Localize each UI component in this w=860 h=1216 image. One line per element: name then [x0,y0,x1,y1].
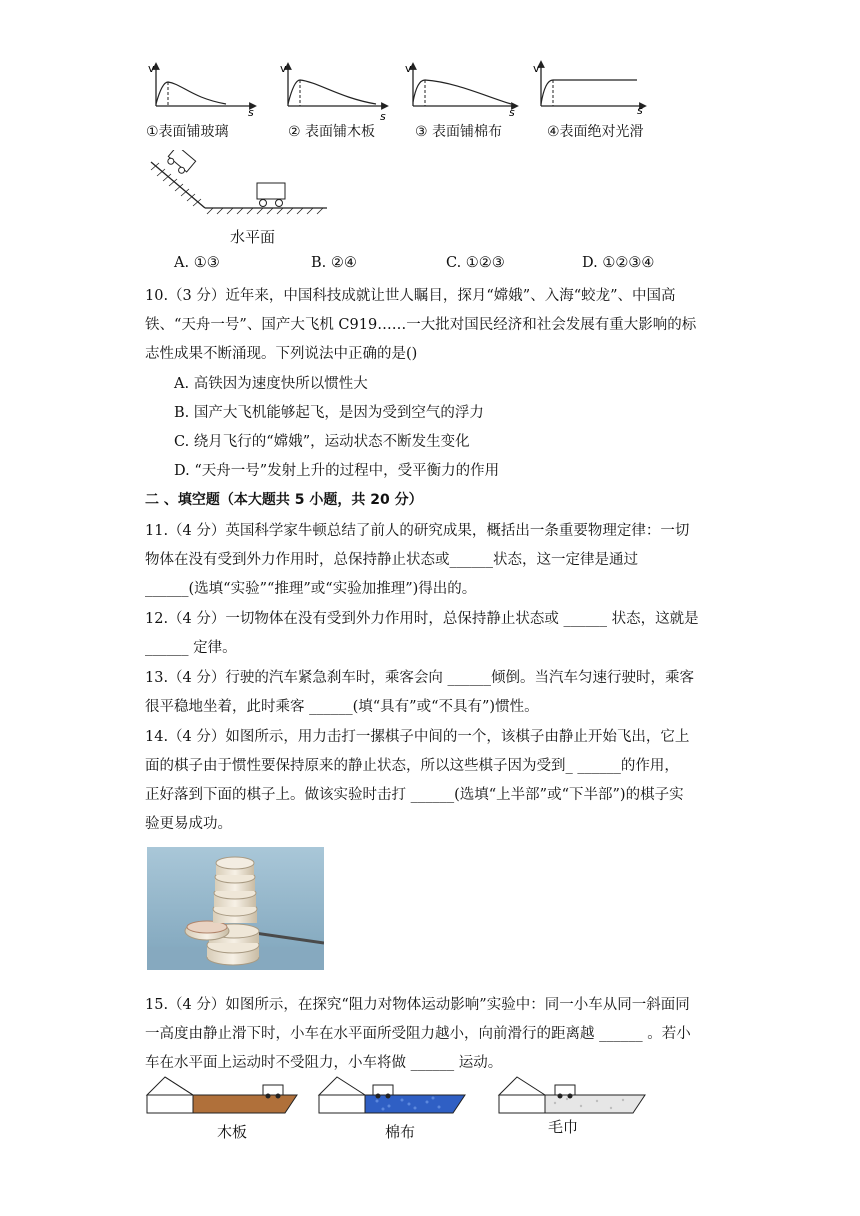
surface-label-wood: 木板 [217,1123,248,1141]
svg-text:s: s [380,110,386,123]
q10-option-c: C. 绕月飞行的“嫦娥”，运动状态不断发生变化 [174,434,470,450]
q9-option-a: A. ①③ [174,255,220,271]
q12-line-1: 12.（4 分）一切物体在没有受到外力作用时，总保持静止状态或 ______ 状态，这就是 [145,611,699,627]
q10-option-a: A. 高铁因为速度快所以惯性大 [174,376,368,392]
section-fill-in-title: 二 、填空题（本大题共 5 小题，共 20 分） [145,492,423,508]
checkers-stack-photo [147,847,324,970]
svg-text:v: v [280,62,287,75]
q14-line-1: 14.（4 分）如图所示，用力击打一摞棋子中间的一个，该棋子由静止开始飞出，它上 [145,729,690,745]
q14-line-2: 面的棋子由于惯性要保持原来的静止状态，所以这些棋子因为受到_ ______的作用， [145,758,679,774]
ramp-figure [145,150,335,220]
surface-ramps [145,1073,655,1118]
q10-line-2: 铁、“天舟一号”、国产大飞机 C919……一大批对国民经济和社会发展有重大影响的标 [145,317,697,333]
q12-line-2: ______ 定律。 [145,640,237,656]
ramp-cotton [319,1077,465,1113]
axis-s-label: s [248,106,254,119]
q14-line-4: 验更易成功。 [145,816,232,832]
q15-line-1: 15.（4 分）如图所示，在探究“阻力对物体运动影响”实验中：同一小车从同一斜面同 [145,997,690,1013]
ramp-wood [147,1077,297,1113]
svg-text:s: s [637,104,643,117]
cart-on-ground [257,183,285,207]
q11-line-2: 物体在没有受到外力作用时，总保持静止状态或______状态，这一定律是通过 [145,552,638,568]
svg-text:v: v [533,62,540,75]
ramp-towel [499,1077,645,1113]
q9-option-d: D. ①②③④ [582,255,655,271]
graph-label-1: ①表面铺玻璃 [146,124,229,140]
graph-label-2: ② 表面铺木板 [288,124,376,140]
q9-option-c: C. ①②③ [446,255,505,271]
q10-option-b: B. 国产大飞机能够起飞，是因为受到空气的浮力 [174,405,484,421]
q15-line-3: 车在水平面上运动时不受阻力，小车将做 ______ 运动。 [145,1055,503,1071]
ramp-svg [145,150,335,220]
graph-glass [148,62,254,119]
q10-line-1: 10.（3 分）近年来，中国科技成就让世人瞩目，探月“嫦娥”、入海“蛟龙”、中国高 [145,288,676,304]
q11-line-1: 11.（4 分）英国科学家牛顿总结了前人的研究成果，概括出一条重要物理定律：一切 [145,523,690,539]
q9-option-b: B. ②④ [311,255,357,271]
svg-text:v: v [405,62,412,75]
cart-on-slope [165,150,196,176]
q11-line-3: ______(选填“实验”“推理”或“实验加推理”)得出的。 [145,581,477,597]
q13-line-1: 13.（4 分）行驶的汽车紧急刹车时，乘客会向 ______倾倒。当汽车匀速行驶时，乘客 [145,670,695,686]
surface-label-cotton: 棉布 [385,1123,416,1141]
surface-label-towel: 毛巾 [548,1118,579,1136]
svg-text:s: s [509,106,515,119]
graph-label-3: ③ 表面铺棉布 [415,124,503,140]
graph-frictionless [533,62,643,117]
checkers-photo-svg [147,847,324,970]
graph-wood [280,62,386,123]
axis-v-label: v [148,62,155,75]
q15-line-2: 一高度由静止滑下时，小车在水平面所受阻力越小，向前滑行的距离越 ______ 。若小 [145,1026,691,1042]
ramp-caption: 水平面 [230,228,276,246]
q14-line-3: 正好落到下面的棋子上。做该实验时击打 ______(选填“上半部”或“下半部”)的棋子实 [145,787,684,803]
q10-line-3: 志性成果不断涌现。下列说法中正确的是() [145,346,418,362]
q10-option-d: D. “天舟一号”发射上升的过程中，受平衡力的作用 [174,463,500,479]
graph-cotton [405,62,515,119]
q13-line-2: 很平稳地坐着，此时乘客 ______(填“具有”或“不具有”)惯性。 [145,699,539,715]
surface-ramps-svg [145,1073,655,1118]
graph-label-4: ④表面绝对光滑 [547,124,644,140]
